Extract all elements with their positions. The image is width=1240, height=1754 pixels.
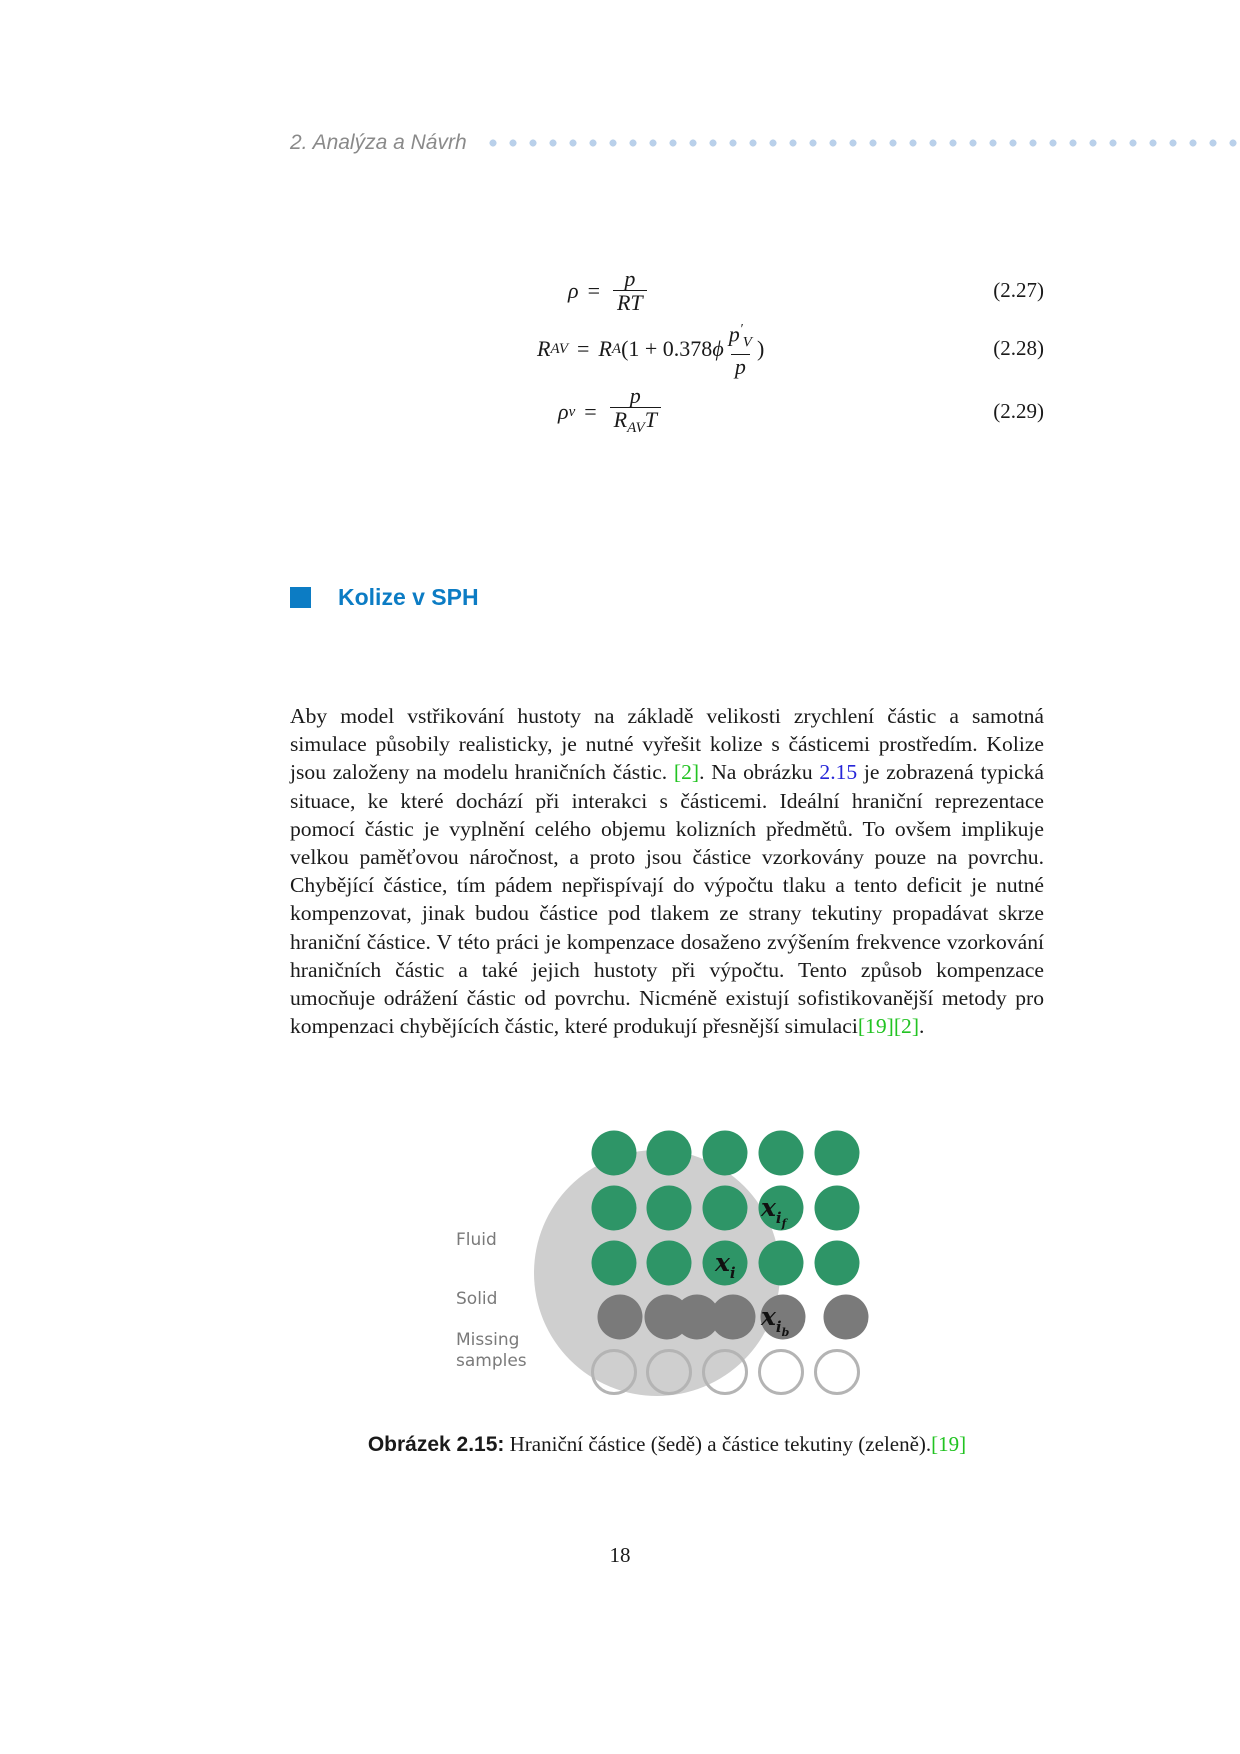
figure-reference-link[interactable]: 2.15 [819, 760, 858, 785]
fluid-particle [592, 1186, 637, 1231]
figure-caption [290, 1432, 1044, 1457]
equation-2-27: ρ = $\frac{p}{RT}$ (2.27) [568, 265, 1044, 315]
missing-sample [760, 1351, 803, 1394]
equation-number: (2.29) [993, 399, 1044, 423]
running-header [290, 128, 1240, 158]
legend-missing-line2: samples [456, 1351, 527, 1371]
eq-fraction: $\frac{p}{RT}$ [613, 268, 647, 315]
citation-link[interactable]: [19] [857, 1014, 894, 1039]
section-square-icon [290, 587, 311, 608]
equation-number: (2.28) [993, 336, 1044, 360]
particle-diagram [450, 1118, 900, 1418]
fluid-particle [759, 1131, 804, 1176]
equation-number: (2.27) [993, 278, 1044, 302]
solid-particle [711, 1295, 756, 1340]
label-x-i-f: $x_if$ [761, 1193, 787, 1230]
missing-sample [816, 1351, 859, 1394]
label-x-i: $x_i$ [715, 1248, 736, 1282]
citation-link[interactable]: [19] [931, 1432, 967, 1456]
legend-fluid: Fluid [456, 1230, 497, 1250]
label-x-i-b: $x_ib$ [761, 1302, 790, 1339]
section-heading [290, 584, 479, 611]
body-paragraph: Aby model vstřikování hustoty na základě velikosti zrychlení částic a samotná simulace působily realisticky, je nutné vyřešit kolize s částicemi prostředím. Kolize jsou založeny na modelu hraničních částic. [2]. Na obrázku 2.15 je zobrazená typická situace, ke které dochází při interakci s částicemi. Ideální hraniční reprezentace pomocí částic je vyplnění celého objemu kolizních předmětů. To ovšem implikuje velkou paměťovou náročnost, a proto jsou částice vzorkovány pouze na povrchu. Chybějící částice, tím pádem nepřispívají do výpočtu tlaku a tento deficit je nutné kompenzovat, jinak budou částice pod tlakem ze strany tekutiny propadávat skrze hraniční částice. V této práci je kompenzace dosaženo zvýšením frekvence vzorkování hraničních částic a také jejich hustoty při výpočtu. Tento způsob kompenzace umocňuje odrážení částic od povrchu. Nicméně existují sofistikovanější metody pro kompenzaci chybějících částic, které produkují přesnější simulaci[19][2]. [290, 704, 1045, 1039]
fluid-particle [647, 1186, 692, 1231]
equation-2-28: R AV = R A (1 + 0.378 ϕ $\frac{p'_V}{p}$ ) (2.28) [290, 326, 1044, 372]
caption-label: Obrázek 2.15: [367, 1433, 505, 1456]
page-number: 18 [609, 1543, 631, 1567]
legend-solid: Solid [456, 1289, 498, 1309]
fluid-particle [592, 1241, 637, 1286]
legend-missing-line1: Missing [456, 1330, 520, 1350]
equation-2-29: ρ v = $\frac{p}{R_{AV}T}$ (2.29) [290, 389, 1044, 435]
caption-text: Hraniční částice (šedě) a částice tekutiny (zeleně). [504, 1432, 932, 1456]
section-title: Kolize v SPH [338, 584, 479, 610]
fluid-particle [647, 1241, 692, 1286]
fluid-particle [647, 1131, 692, 1176]
header-dot-rule [483, 139, 1240, 147]
figure-boundary-particles [450, 1118, 900, 1418]
chapter-title: 2. Analýza a Návrh [290, 131, 467, 154]
fluid-particle [703, 1186, 748, 1231]
fluid-particle [592, 1131, 637, 1176]
fluid-particle [703, 1131, 748, 1176]
fluid-particle [815, 1186, 860, 1231]
eq-fraction: $\frac{p}{R_{AV}T}$ [610, 385, 661, 440]
citation-link[interactable]: [2] [893, 1014, 920, 1039]
citation-link[interactable]: [2] [673, 760, 700, 785]
eq-fraction: $\frac{p'_V}{p}$ [728, 321, 752, 379]
fluid-particle [815, 1131, 860, 1176]
fluid-particle [759, 1241, 804, 1286]
solid-particle [598, 1295, 643, 1340]
eq-lhs: ρ [568, 278, 579, 303]
solid-particle [824, 1295, 869, 1340]
fluid-particle [815, 1241, 860, 1286]
